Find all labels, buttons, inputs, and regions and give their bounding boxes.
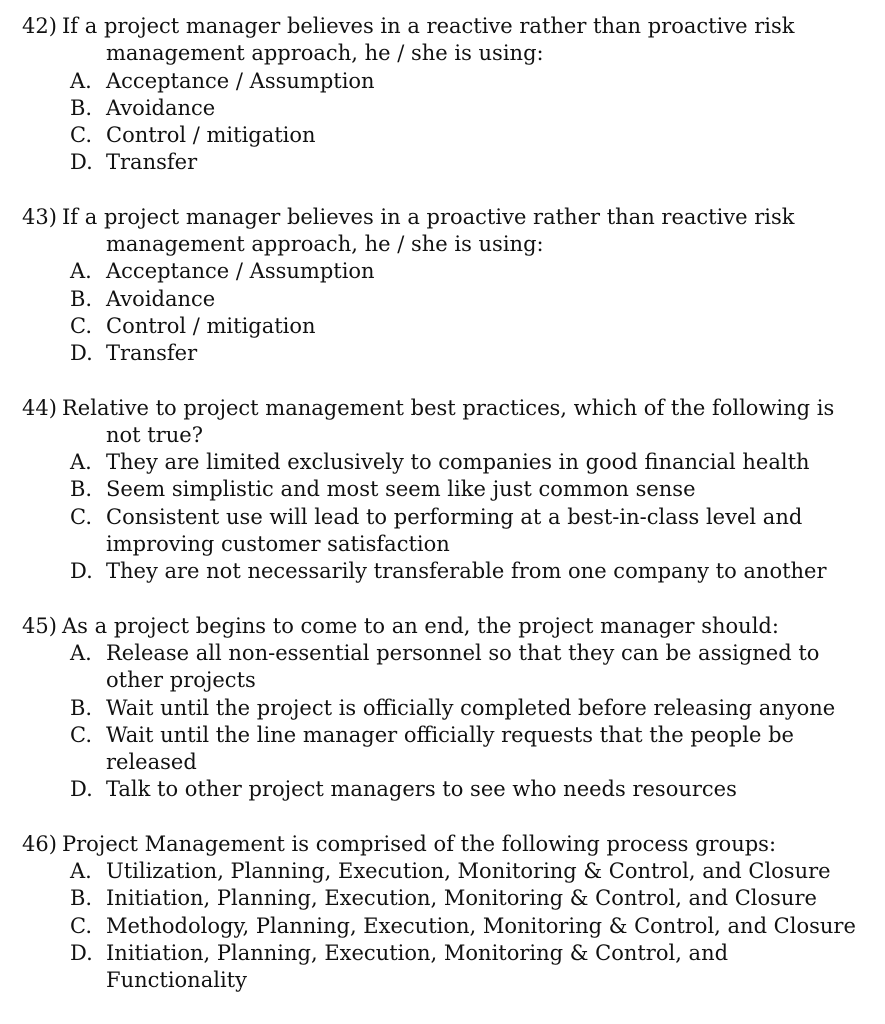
question-text: Relative to project management best practices, which of the following is not true?: [62, 395, 835, 447]
option-letter: C.: [70, 313, 92, 338]
option-a: [22, 640, 865, 695]
option-letter: D.: [70, 559, 93, 584]
option-letter: D.: [70, 777, 93, 802]
option-d: [22, 776, 865, 803]
option-text: Release all non-essential personnel so that they can be assigned to other projects: [106, 640, 820, 693]
option-d: [22, 340, 865, 367]
option-letter: A.: [70, 640, 92, 665]
option-b: [22, 695, 865, 722]
question-stem: [22, 613, 865, 640]
option-text: Initiation, Planning, Execution, Monitoring & Control, and Closure: [106, 886, 817, 911]
option-letter: D.: [70, 940, 93, 965]
option-text: Utilization, Planning, Execution, Monitoring & Control, and Closure: [106, 859, 831, 884]
option-text: Acceptance / Assumption: [106, 259, 375, 284]
option-text: Transfer: [106, 341, 198, 366]
option-d: [22, 940, 865, 995]
option-a: [22, 449, 865, 476]
question-stem: [22, 13, 865, 68]
option-letter: A.: [70, 259, 92, 284]
option-text: Transfer: [106, 150, 198, 175]
option-text: Wait until the line manager officially requests that the people be released: [106, 722, 794, 775]
option-letter: D.: [70, 341, 93, 366]
option-list: [22, 449, 865, 585]
option-text: Avoidance: [106, 286, 216, 311]
option-text: They are not necessarily transferable from one company to another: [106, 559, 827, 584]
option-d: [22, 558, 865, 585]
question-stem: [22, 395, 865, 450]
option-text: Consistent use will lead to performing at a best-in-class level and improving customer satisfaction: [106, 504, 803, 557]
question-number: 42): [22, 14, 57, 38]
option-text: Talk to other project managers to see who needs resources: [106, 777, 737, 802]
option-b: [22, 476, 865, 503]
option-letter: A.: [70, 859, 92, 884]
question-text: Project Management is comprised of the following process groups:: [62, 831, 777, 856]
option-list: [22, 258, 865, 367]
question-number: 43): [22, 204, 57, 229]
option-text: Control / mitigation: [106, 123, 316, 148]
option-a: [22, 258, 865, 285]
option-text: They are limited exclusively to companies in good financial health: [106, 450, 810, 475]
option-text: Avoidance: [106, 95, 216, 120]
question-42: [22, 13, 865, 177]
option-letter: A.: [70, 68, 92, 93]
option-c: [22, 313, 865, 340]
option-text: Control / mitigation: [106, 313, 316, 338]
option-letter: B.: [70, 886, 93, 911]
option-letter: C.: [70, 504, 92, 529]
option-c: [22, 722, 865, 777]
option-c: [22, 504, 865, 559]
question-45: [22, 613, 865, 804]
option-letter: C.: [70, 123, 92, 148]
option-b: [22, 95, 865, 122]
option-text: Seem simplistic and most seem like just common sense: [106, 477, 696, 502]
question-44: [22, 395, 865, 586]
option-letter: C.: [70, 913, 92, 938]
option-c: [22, 122, 865, 149]
option-letter: B.: [70, 695, 93, 720]
option-list: [22, 68, 865, 177]
option-list: [22, 640, 865, 804]
option-letter: B.: [70, 477, 93, 502]
option-d: [22, 149, 865, 176]
option-letter: A.: [70, 450, 92, 475]
question-text: As a project begins to come to an end, the project manager should:: [62, 613, 779, 638]
option-letter: B.: [70, 286, 93, 311]
option-a: [22, 68, 865, 95]
question-number: 46): [22, 831, 57, 856]
option-text: Wait until the project is officially completed before releasing anyone: [106, 695, 836, 720]
question-43: [22, 204, 865, 368]
option-letter: C.: [70, 722, 92, 747]
option-b: [22, 885, 865, 912]
option-b: [22, 286, 865, 313]
question-text: If a project manager believes in a proactive rather than reactive risk management approach, he / she is using:: [62, 204, 795, 257]
option-text: Acceptance / Assumption: [106, 68, 375, 93]
question-number: 44): [22, 395, 57, 420]
question-stem: [22, 831, 865, 858]
option-list: [22, 858, 865, 994]
question-46: [22, 831, 865, 995]
question-text: If a project manager believes in a reactive rather than proactive risk management approach, he / she is using:: [62, 14, 795, 66]
option-c: [22, 913, 865, 940]
option-letter: B.: [70, 95, 93, 120]
option-letter: D.: [70, 150, 93, 175]
question-number: 45): [22, 613, 57, 638]
option-a: [22, 858, 865, 885]
option-text: Methodology, Planning, Execution, Monitoring & Control, and Closure: [106, 913, 856, 938]
question-stem: [22, 204, 865, 259]
option-text: Initiation, Planning, Execution, Monitoring & Control, and Functionality: [106, 940, 729, 993]
